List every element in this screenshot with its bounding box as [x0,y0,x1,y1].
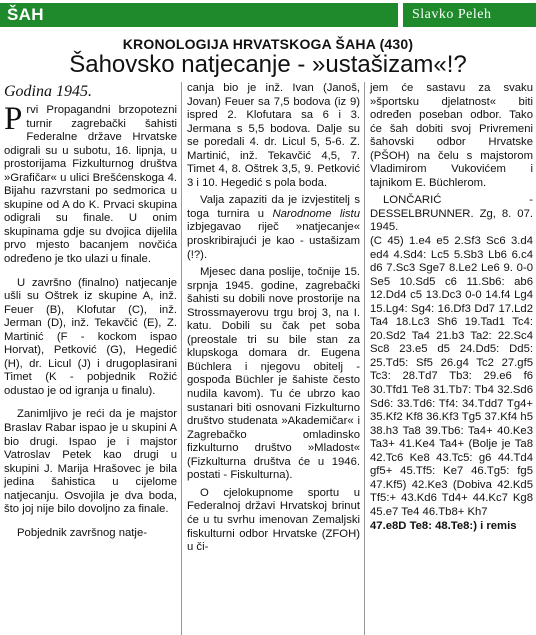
section-bar [0,3,398,27]
series-kicker: KRONOLOGIJA HRVATSKOGA ŠAHA (430) [122,36,414,52]
column-divider [181,82,182,635]
author-name: Slavko Peleh [412,7,492,22]
section-header [0,0,536,30]
paragraph: Pobjednik završnog natje- [17,526,147,539]
paragraph: Zanimljivo je reći da je majstor Braslav Rabar ispao je u skupini A bio drugi. Ispao je i majstor Vatroslav Petek kao drugi u skupini J. Marija Hrašovec je bila jedina šahistica u cijelome natjecanju. Osvojila je dva boda, što joj nije bilo dovoljno za finale. [4,408,177,516]
subheading: Godina 1945. [4,83,92,100]
column-divider [364,82,365,635]
article-column-2 [187,82,360,555]
paragraph: O cjelokupnome sportu u Federalnoj državi Hrvatskoj brinut će u tu svrhu imenovan Zemaljski fiskulturni odbor Hrvatske (ZFOH) u či- [187,486,360,554]
paragraph: jem će sastavu za svaku »športsku djelatnost« biti određen poseban odbor. Tako će šah dobiti svoj Privremeni šahovski odbor Hrvatske (PŠOH) na čelu s majstorom Vladimirom Vukovićem i tajnikom E. Büchlerom. [370,82,533,189]
author-bar [403,3,536,27]
game-result: 47.e8D Te8: 48.Te8:) i remis [370,519,517,532]
paragraph: Mjesec dana poslije, točnije 15. srpnja 1945. godine, zagrebački šahisti su dobili nove prostorije na Strossmayerovu trgu broj 3, na I. katu. Dobili su čak pet soba (preostale tri su bile stan za klupskoga domara dr. Eugena Büchlera i njegovu obitelj - gospođa Büchler je šahiste često nudila kavom). Tu će ubrzo kao sustanari biti osnovani Fizkulturno društvo studenata »Akademičar« i Zagrebačko omladinsko fizkulturno društvo »Mladost« (Fizkulturna društva će u 1946. postati - Fiskulturna). [187,266,360,482]
game-header: LONČARIĆ - DESSELBRUNNER. Zg, 8. 07. 1945. [370,194,533,234]
paragraph: canja bio je inž. Ivan (Janoš, Jovan) Feuer sa 7,5 bodova (iz 9) ispred 2. Klofutara sa 6 i 3. Jermana s 5,5 bodova. Dalje su se poredali 4. dr. Licul 5, 5-6. Z. Martinić, inž. Tekavčić 4,5, 7. Timet 4, 8. Oštrek 3,5, 9. Petković 3 i 10. Hegedić s pola boda. [187,82,360,189]
section-title: ŠAH [7,5,44,24]
article-column-1 [4,82,177,540]
newspaper-title: Narodnome listu [272,207,360,220]
paragraph: Valja zapaziti da je izvjestitelj s toga turnira u Narodnome listu izbjegavao riječ »natjecanje« proskribirajući je kao - ustašizam (!?). [187,194,360,261]
paragraph: U završno (finalno) natjecanje ušli su Oštrek iz skupine A, inž. Feuer (B), Klofutar (C), inž. Jerman (D), inž. Tekavčić (E), Z. Martinić (F - kockom ispao Horvat), Petković (G), Hegedić (H), dr. Licul (J) i drugoplasirani Timet (K - pobjednik Rožić odustao je od igranja u finalu). [4,276,177,397]
article-headline: Šahovsko natjecanje - »ustašizam«!? [69,51,467,78]
game-moves: (C 45) 1.e4 e5 2.Sf3 Sc6 3.d4 ed4 4.Sd4: Lc5 5.Sb3 Lb6 6.c4 d6 7.Sc3 Sge7 8.Le2 Le6 9. 0-0 Se5 10.Sd5 c6 11.Sb6: ab6 12.Dd4 c5 13.Dc3 0-0 14.f4 Lg4 15.Lg4: Sg4: 16.Df3 Dd7 17.Ld2 Ta4 18.Lc3 Sh6 19.Tad1 Tc4: 20.Sd2 Ta4 21.b3 Ta2: 22.Sc4 Sc8 23.e5 d5 24.Dd5: Dd5: 25.Td5: Sf5 26.g4 Tc2 27.gf5 Tc3: 28.Td7 Tb3: 29.e6 f6 30.Tfd1 Te8 31.Tb7: Tb4 32.Sd6 Sd6: 33.Td6: Tf4: 34.Tdd7 Tg4+ 35.Kf2 Kf8 36.Kf3 Tg5 37.Kf4 h5 38.h3 Ta8 39.Tb6: Ta4+ 40.Ke3 Ta3+ 41.Ke4 Ta4+ (Bolje je Ta8 42.Tc6 Ke8 43.Tc5: g6 44.Td4 gf5+ 45.Tf5: Ke7 46.Tg5: fg5 47.Kf5) 42.Ke3 (Dobiva 42.Kd5 Tf5:+ 43.Kd6 Td4+ 44.Kc7 Kg8 45.e7 Te4 46.Tb8+ Kh7 [370,235,533,518]
article-column-3 [370,82,533,533]
drop-cap: P [4,101,23,137]
paragraph: Prvi Propagandni brzopotezni turnir zagrebački šahisti Federalne države Hrvatske odigrali su u subotu, 16. lipnja, u prostorijama Fizkulturnog društva »Grafičar« u ulici Brešćenskoga 4. Bijahu razvrstani po sedmorica u skupine od A do K. Prvaci skupina odigrali su finale. U onim skupinama gdje su dvojica dijelila prvo mjesto bacanjem novčića određeno je tko ulazi u finale. [4,101,177,266]
